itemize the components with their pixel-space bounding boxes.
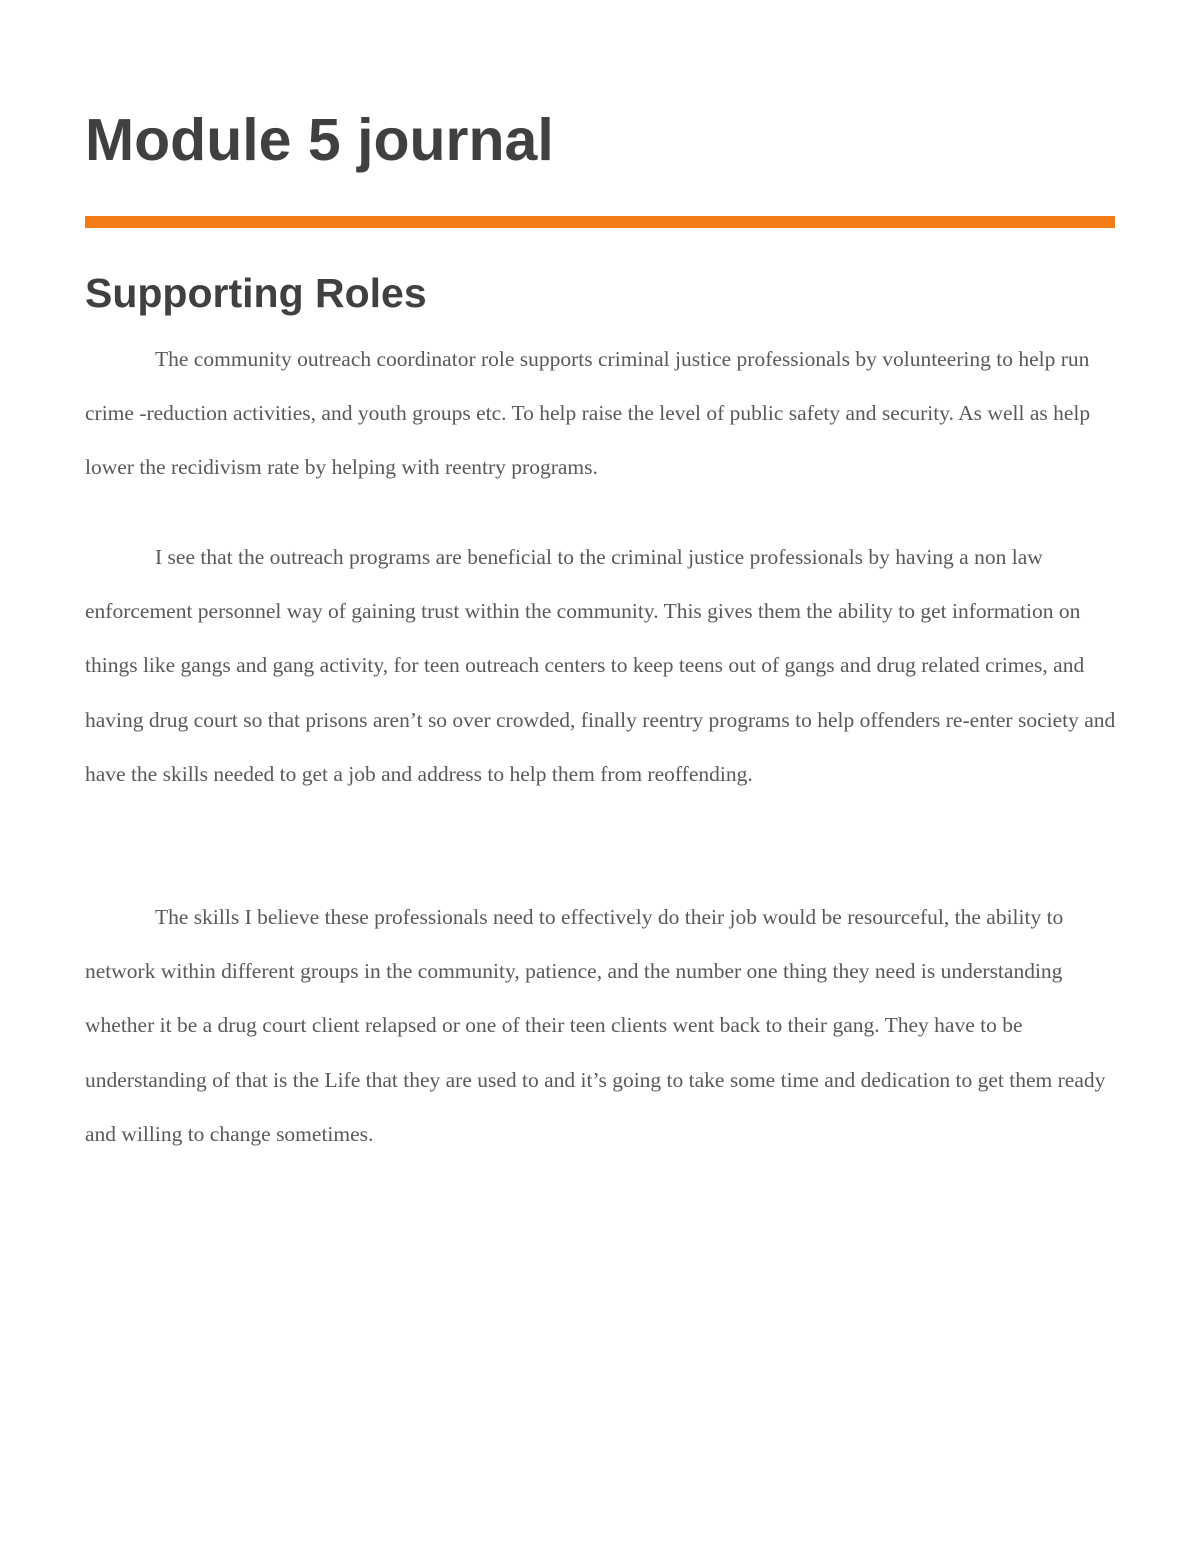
body-paragraph-2: I see that the outreach programs are beneficial to the criminal justice professionals by having a non law enforcement personnel way of gaining trust within the community. This gives them the ability to get information on things like gangs and gang activity, for teen outreach centers to keep teens out of gangs and drug related crimes, and having drug court so that prisons aren’t so over crowded, finally reentry programs to help offenders re-enter society and have the skills needed to get a job and address to help them from reoffending.	[85, 545, 1116, 786]
body-paragraph-3: The skills I believe these professionals need to effectively do their job would be resourceful, the ability to network within different groups in the community, patience, and the number one thing they need is understanding whether it be a drug court client relapsed or one of their teen clients went back to their gang. They have to be understanding of that is the Life that they are used to and it’s going to take some time and dedication to get them ready and willing to change sometimes.	[85, 905, 1106, 1146]
document-title: Module 5 journal	[85, 107, 554, 173]
title-underline-rule	[85, 216, 1115, 228]
body-paragraph-1: The community outreach coordinator role supports criminal justice professionals by volunteering to help run crime -reduction activities, and youth groups etc. To help raise the level of public safety and security. As well as help lower the recidivism rate by helping with reentry programs.	[85, 347, 1091, 480]
section-heading: Supporting Roles	[85, 270, 427, 316]
